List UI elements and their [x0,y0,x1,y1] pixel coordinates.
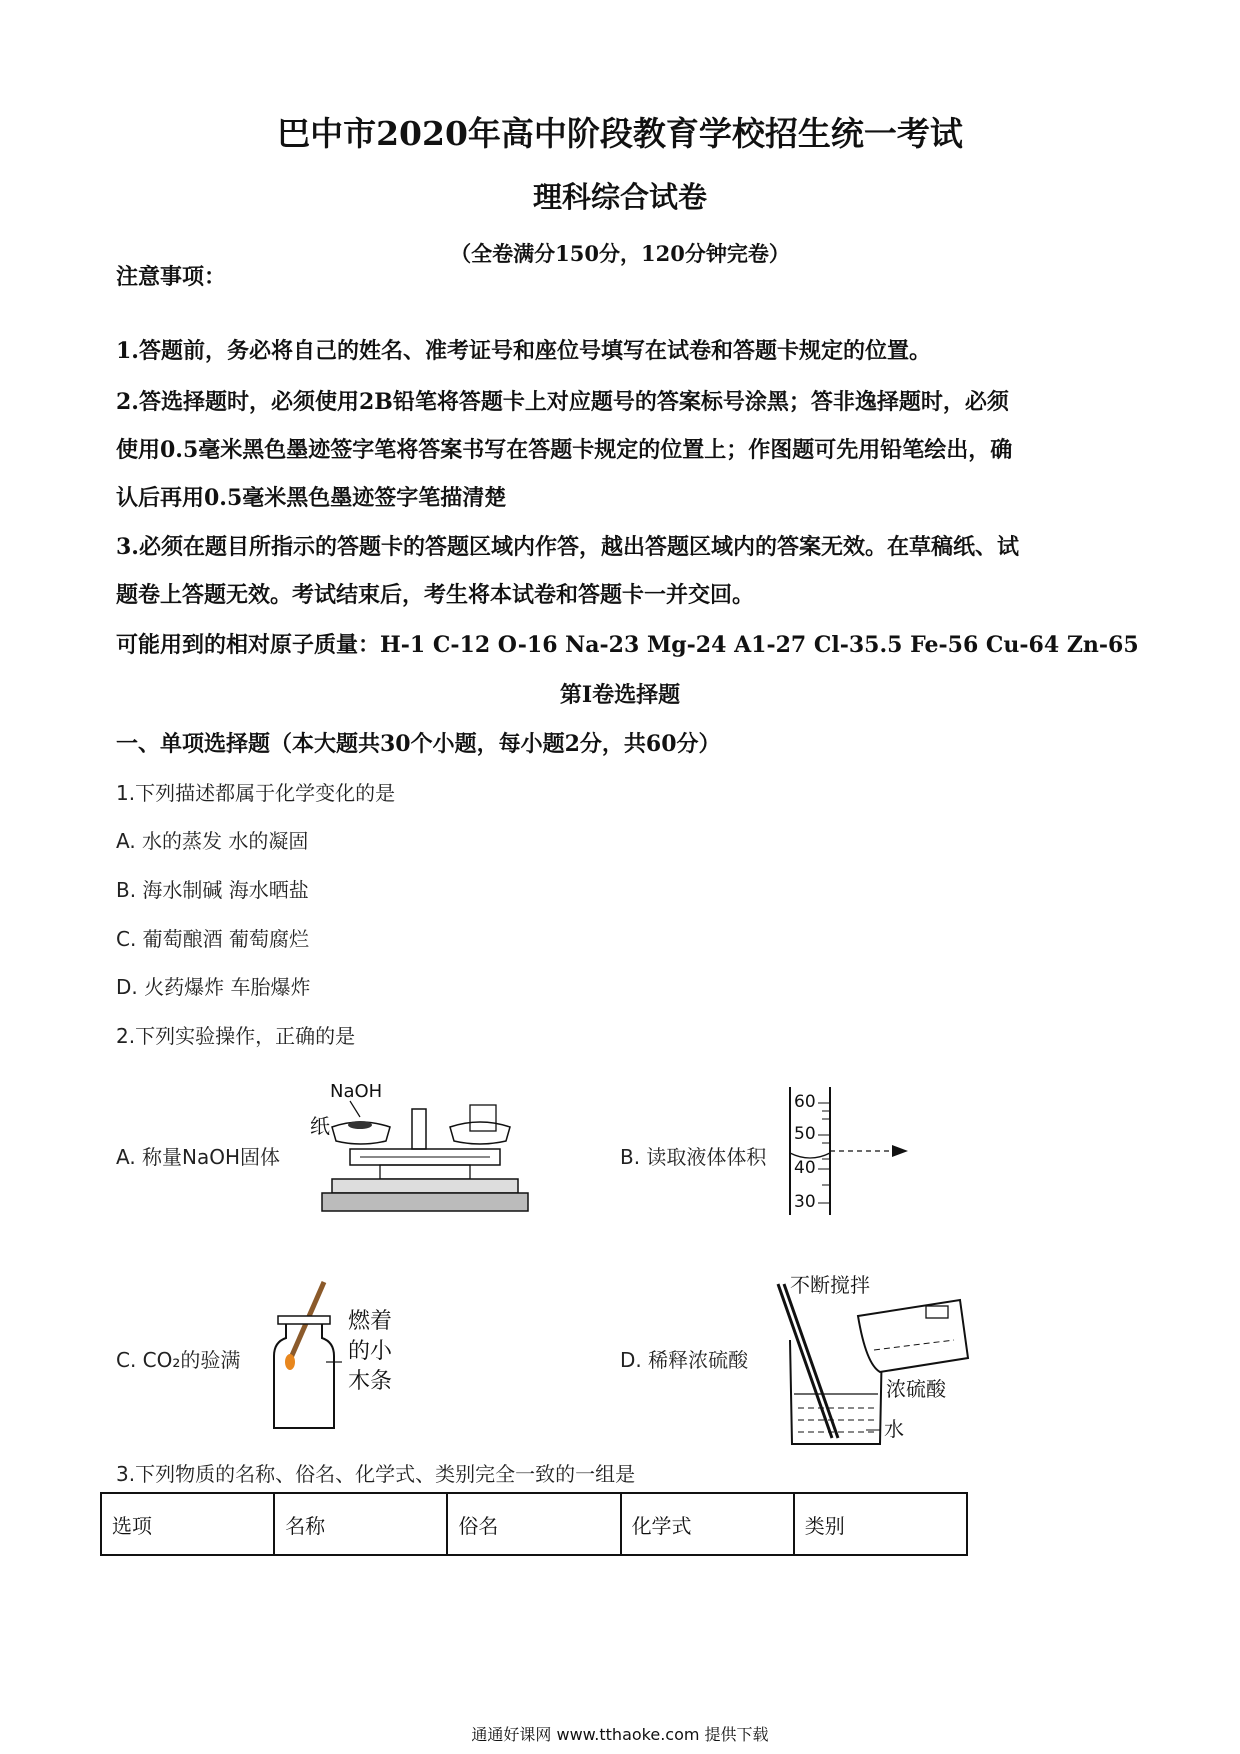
balance-figure [310,1075,530,1225]
wood-label-3: 木条 [348,1369,393,1394]
tick-30: 30 [794,1192,816,1212]
note-line-1: 1.答题前，务必将自己的姓名、准考证号和座位号填写在试卷和答题卡规定的位置。 [116,338,931,364]
table-header-cell: 类别 [794,1493,967,1555]
q1-option-a: A. 水的蒸发 水的凝固 [116,829,309,853]
notes-heading: 注意事项： [116,264,227,290]
cylinder-figure [780,1085,920,1220]
note-line-3: 使用0.5毫米黑色墨迹签字笔将答案书写在答题卡规定的位置上；作图题可先用铅笔绘出，确 [116,437,1013,463]
q1-option-c: C. 葡萄酿酒 葡萄腐烂 [116,927,310,951]
dilution-figure [770,1268,990,1448]
q1-option-d: D. 火药爆炸 车胎爆炸 [116,975,311,999]
stir-label: 不断搅拌 [790,1273,870,1297]
note-line-6: 题卷上答题无效。考试结束后，考生将本试卷和答题卡一并交回。 [116,582,755,608]
q2-option-d-label: D. 稀释浓硫酸 [620,1348,749,1372]
table-header-cell: 化学式 [621,1493,794,1555]
table-header-cell: 俗名 [447,1493,620,1555]
paper-label: 纸 [310,1114,330,1138]
q3-stem: 3.下列物质的名称、俗名、化学式、类别完全一致的一组是 [116,1462,636,1486]
part-title: 一、单项选择题（本大题共30个小题，每小题2分，共60分） [116,731,721,757]
gas-bottle-figure [268,1280,418,1435]
q2-option-a-label: A. 称量NaOH固体 [116,1145,281,1169]
acid-label: 浓硫酸 [886,1377,946,1401]
exam-title: 巴中市2020年高中阶段教育学校招生统一考试 [277,114,963,153]
note-line-2: 2.答选择题时，必须使用2B铅笔将答题卡上对应题号的答案标号涂黑；答非逸择题时，必须 [116,389,1009,415]
tick-50: 50 [794,1124,816,1144]
q2-option-c-label: C. CO₂的验满 [116,1348,241,1372]
q2-stem: 2.下列实验操作，正确的是 [116,1024,356,1048]
exam-subtitle: 理科综合试卷 [532,180,707,214]
q1-option-b: B. 海水制碱 海水晒盐 [116,878,309,902]
table-header-cell: 选项 [101,1493,274,1555]
q1-stem: 1.下列描述都属于化学变化的是 [116,781,396,805]
tick-60: 60 [794,1092,816,1112]
naoh-label: NaOH [330,1081,383,1102]
section-title: 第Ⅰ卷选择题 [559,682,681,708]
atomic-mass-line: 可能用到的相对原子质量：H-1 C-12 O-16 Na-23 Mg-24 A1-27 Cl-35.5 Fe-56 Cu-64 Zn-65 [116,632,1139,658]
water-label: 水 [884,1417,904,1441]
tick-40: 40 [794,1158,816,1178]
footer-source: 通通好课网 www.tthaoke.com 提供下载 [471,1725,769,1744]
note-line-4: 认后再用0.5毫米黑色墨迹签字笔描清楚 [116,485,507,511]
q3-table [100,1492,968,1556]
note-line-5: 3.必须在题目所指示的答题卡的答题区域内作答，越出答题区域内的答案无效。在草稿纸、试 [116,534,1019,560]
table-header-row [101,1493,967,1555]
score-note: （全卷满分150分，120分钟完卷） [450,241,790,266]
wood-label-1: 燃着 [348,1309,393,1334]
wood-label-2: 的小 [348,1339,393,1364]
table-header-cell: 名称 [274,1493,447,1555]
q2-option-b-label: B. 读取液体体积 [620,1145,767,1169]
